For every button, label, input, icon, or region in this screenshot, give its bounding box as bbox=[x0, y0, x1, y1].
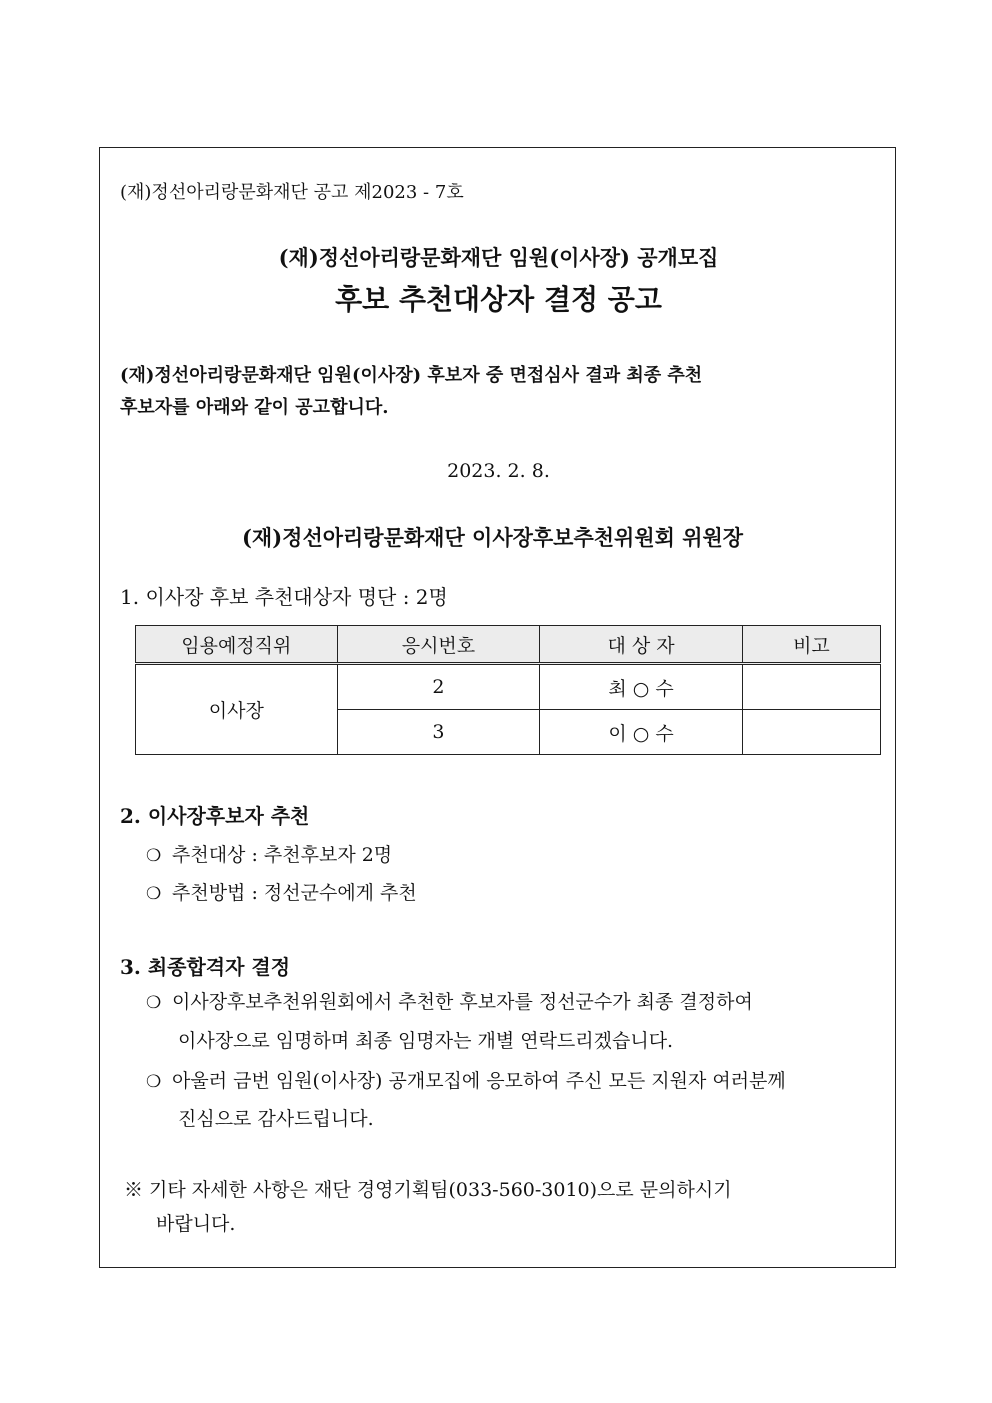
intro-line2: 후보자를 아래와 같이 공고합니다. bbox=[120, 397, 389, 418]
header-number: 응시번호 bbox=[337, 626, 540, 664]
title-line1: (재)정선아리랑문화재단 임원(이사장) 공개모집 bbox=[278, 245, 719, 270]
cell-candidate: 이 ○ 수 bbox=[540, 710, 743, 755]
bullet-icon: ❍ bbox=[146, 993, 162, 1013]
contact-note-line2: 바랍니다. bbox=[156, 1213, 236, 1235]
bullet-icon: ❍ bbox=[146, 846, 162, 866]
bullet-icon: ❍ bbox=[146, 1072, 162, 1092]
header-position: 임용예정직위 bbox=[136, 626, 338, 664]
issuer: (재)정선아리랑문화재단 이사장후보추천위원회 위원장 bbox=[242, 525, 744, 550]
cell-number: 3 bbox=[337, 710, 540, 755]
section3-item bbox=[146, 1066, 786, 1093]
candidate-table bbox=[135, 625, 881, 755]
item-text: 아울러 금번 임원(이사장) 공개모집에 응모하여 주신 모든 지원자 여러분께 bbox=[172, 1070, 786, 1092]
item-text: 추천대상 : 추천후보자 2명 bbox=[172, 844, 393, 866]
section3-item-cont: 진심으로 감사드립니다. bbox=[178, 1108, 374, 1130]
header-remark: 비고 bbox=[742, 626, 880, 664]
section3-item-cont: 이사장으로 임명하며 최종 임명자는 개별 연락드리겠습니다. bbox=[178, 1030, 674, 1052]
section1-heading: 1. 이사장 후보 추천대상자 명단 : 2명 bbox=[120, 585, 448, 609]
contact-note-line1: ※ 기타 자세한 사항은 재단 경영기획팀(033-560-3010)으로 문의하시기 bbox=[124, 1179, 732, 1201]
section2-item bbox=[146, 878, 417, 905]
section2-heading: 2. 이사장후보자 추천 bbox=[120, 804, 310, 828]
notice-date: 2023. 2. 8. bbox=[447, 460, 550, 482]
cell-remark bbox=[742, 664, 880, 710]
section3-heading: 3. 최종합격자 결정 bbox=[120, 955, 291, 979]
title-line2: 후보 추천대상자 결정 공고 bbox=[335, 283, 662, 316]
intro-line1: (재)정선아리랑문화재단 임원(이사장) 후보자 중 면접심사 결과 최종 추천 bbox=[120, 365, 703, 386]
cell-position: 이사장 bbox=[136, 664, 338, 755]
bullet-icon: ❍ bbox=[146, 884, 162, 904]
item-text: 이사장후보추천위원회에서 추천한 후보자를 정선군수가 최종 결정하여 bbox=[172, 991, 753, 1013]
section2-item bbox=[146, 840, 392, 867]
table-header-row bbox=[136, 626, 881, 664]
item-text: 추천방법 : 정선군수에게 추천 bbox=[172, 882, 417, 904]
table-row bbox=[136, 664, 881, 710]
notice-number: (재)정선아리랑문화재단 공고 제2023 - 7호 bbox=[120, 182, 464, 203]
header-candidate: 대 상 자 bbox=[540, 626, 743, 664]
cell-number: 2 bbox=[337, 664, 540, 710]
cell-candidate: 최 ○ 수 bbox=[540, 664, 743, 710]
intro-paragraph bbox=[120, 360, 880, 424]
cell-remark bbox=[742, 710, 880, 755]
notice-frame bbox=[99, 147, 896, 1268]
section3-item bbox=[146, 987, 753, 1014]
